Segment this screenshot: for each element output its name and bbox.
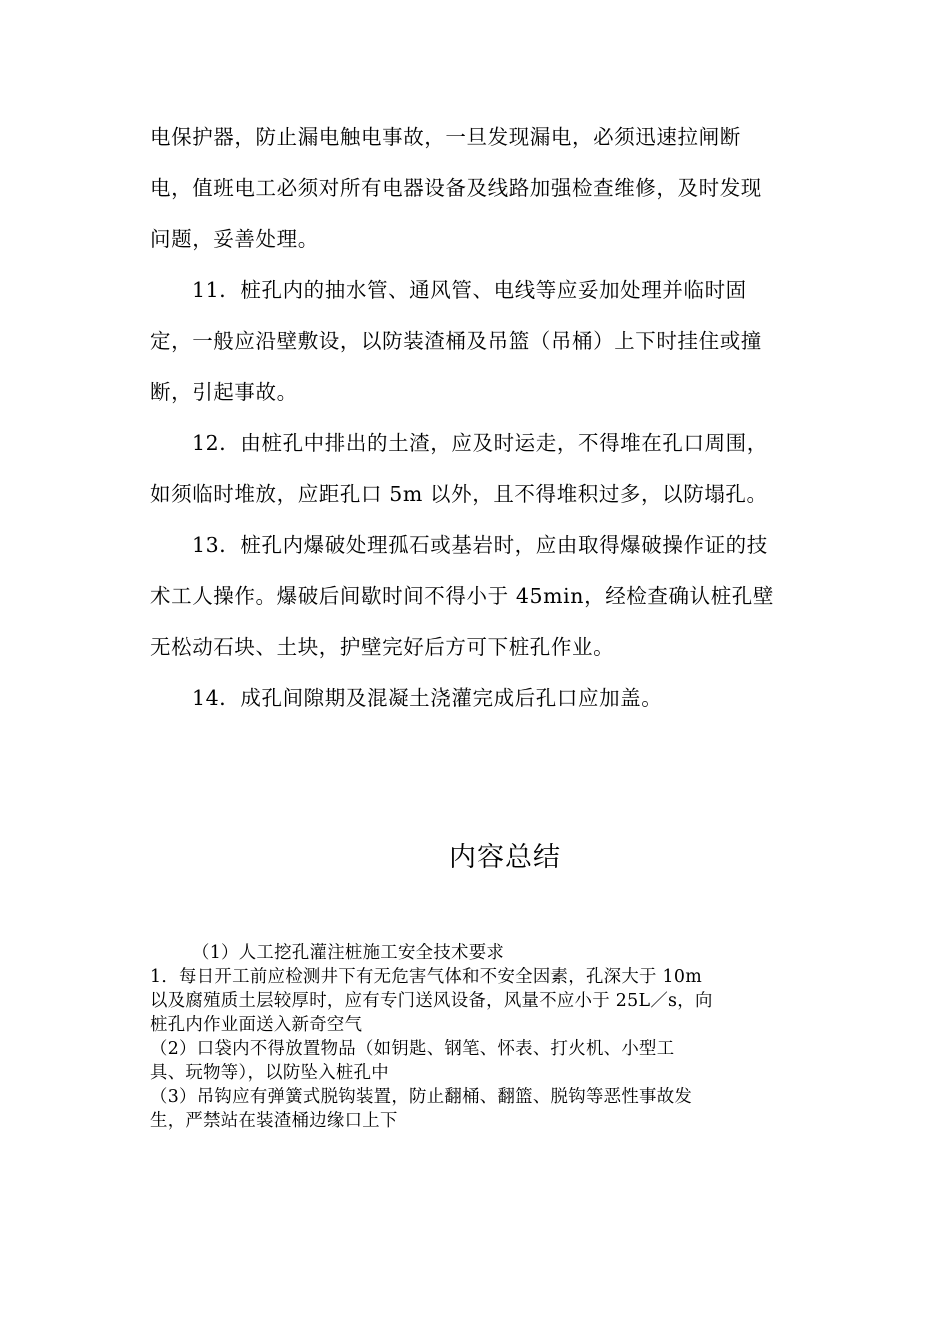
paragraph-line: 断，引起事故。 [150, 380, 298, 404]
summary-line: 生，严禁站在装渣桶边缘口上下 [150, 1111, 398, 1131]
summary-block [150, 941, 810, 1133]
paragraph-line: 11．桩孔内的抽水管、通风管、电线等应妥加处理并临时固 [192, 278, 747, 302]
summary-line: 桩孔内作业面送入新奇空气 [150, 1015, 363, 1035]
paragraph-line: 无松动石块、土块，护壁完好后方可下桩孔作业。 [150, 635, 615, 659]
summary-line: 以及腐殖质土层较厚时，应有专门送风设备，风量不应小于 25L／s，向 [150, 991, 713, 1011]
paragraph-line: 电保护器，防止漏电触电事故，一旦发现漏电，必须迅速拉闸断 [150, 125, 741, 149]
summary-title: 内容总结 [449, 842, 561, 873]
paragraph-line: 定，一般应沿壁敷设，以防装渣桶及吊篮（吊桶）上下时挂住或撞 [150, 329, 762, 353]
paragraph-line: 13．桩孔内爆破处理孤石或基岩时，应由取得爆破操作证的技 [192, 533, 768, 557]
paragraph-line: 14．成孔间隙期及混凝土浇灌完成后孔口应加盖。 [192, 686, 663, 710]
summary-line: 1．每日开工前应检测井下有无危害气体和不安全因素，孔深大于 10m [150, 967, 703, 987]
summary-line: （2）口袋内不得放置物品（如钥匙、钢笔、怀表、打火机、小型工 [150, 1039, 675, 1059]
summary-line: 具、玩物等），以防坠入桩孔中 [150, 1063, 389, 1083]
body-paragraphs [150, 112, 800, 724]
paragraph-line: 术工人操作。爆破后间歇时间不得小于 45min，经检查确认桩孔壁 [150, 584, 774, 608]
paragraph-line: 12．由桩孔中排出的土渣，应及时运走，不得堆在孔口周围， [192, 431, 768, 455]
paragraph-line: 电，值班电工必须对所有电器设备及线路加强检查维修，及时发现 [150, 176, 762, 200]
summary-line: （1）人工挖孔灌注桩施工安全技术要求 [192, 943, 505, 963]
summary-line: （3）吊钩应有弹簧式脱钩装置，防止翻桶、翻篮、脱钩等恶性事故发 [150, 1087, 693, 1107]
paragraph-line: 问题，妥善处理。 [150, 227, 319, 251]
paragraph-line: 如须临时堆放，应距孔口 5m 以外，且不得堆积过多，以防塌孔。 [150, 482, 768, 506]
